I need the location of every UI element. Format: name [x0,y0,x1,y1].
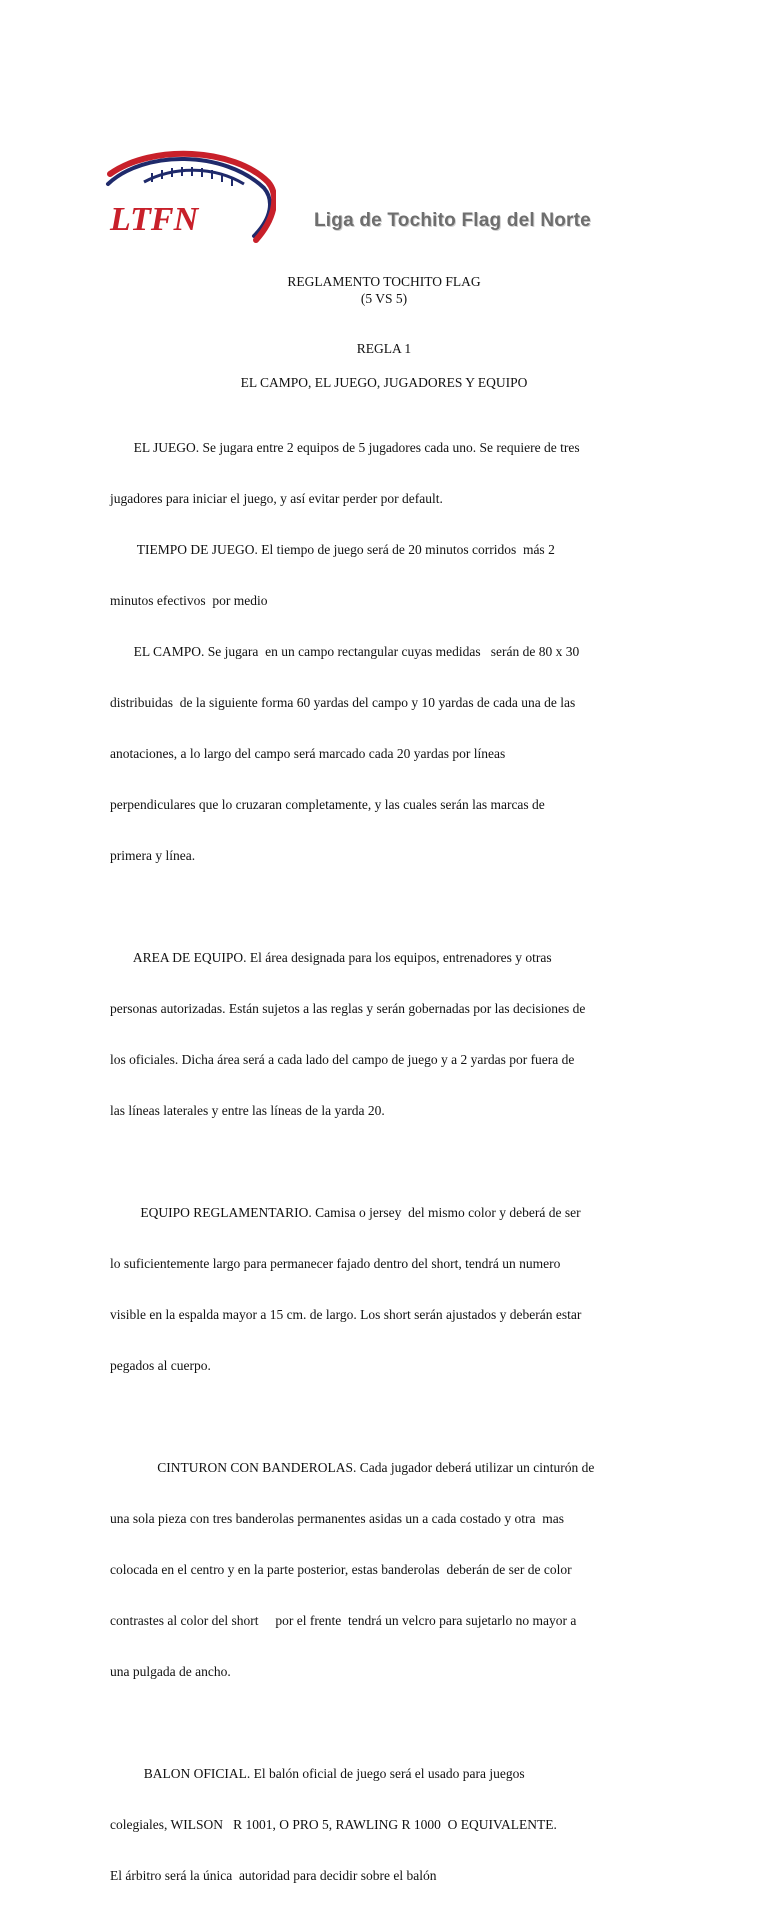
text-line: perpendiculares que lo cruzaran completamente, y las cuales serán las marcas de [110,797,545,812]
text-line: TIEMPO DE JUEGO. El tiempo de juego será de 20 minutos corridos más 2 [110,542,555,557]
text-line: BALON OFICIAL. El balón oficial de juego será el usado para juegos [110,1766,525,1781]
text-line: EL CAMPO. Se jugara en un campo rectangular cuyas medidas serán de 80 x 30 [110,644,580,659]
text-line: anotaciones, a lo largo del campo será marcado cada 20 yardas por líneas [110,746,506,761]
paragraph-equipo-reglamentario [110,1170,670,1408]
logo-tagline: Liga de Tochito Flag del Norte [314,210,591,231]
paragraph-gap [110,1408,670,1425]
logo-letters: LTFN [110,201,199,238]
text-line: primera y línea. [110,848,196,863]
paragraph-area-de-equipo [110,915,670,1153]
document-subtitle: (5 VS 5) [360,291,408,306]
text-line: los oficiales. Dicha área será a cada lado del campo de juego y a 2 yardas por fuera de [110,1052,575,1067]
rule-number: REGLA 1 [356,341,412,356]
text-line: CINTURON CON BANDEROLAS. Cada jugador deberá utilizar un cinturón de [110,1460,595,1475]
rule-heading: EL CAMPO, EL JUEGO, JUGADORES Y EQUIPO [240,375,528,390]
text-line: colocada en el centro y en la parte posterior, estas banderolas deberán de ser de color [110,1562,572,1577]
text-line: personas autorizadas. Están sujetos a las reglas y serán gobernadas por las decisiones de [110,1001,586,1016]
ltfn-logo [104,148,276,248]
text-line: contrastes al color del short por el frente tendrá un velcro para sujetarlo no mayor a [110,1613,577,1628]
paragraph-gap [110,898,670,915]
text-line: El árbitro será la única autoridad para decidir sobre el balón [110,1868,437,1883]
paragraph-gap [110,1714,670,1731]
paragraph-balon-oficial [110,1731,670,1918]
paragraph-cinturon-banderolas [110,1425,670,1714]
text-line: una pulgada de ancho. [110,1664,231,1679]
text-line: colegiales, WILSON R 1001, O PRO 5, RAWLING R 1000 O EQUIVALENTE. [110,1817,557,1832]
text-line: distribuidas de la siguiente forma 60 yardas del campo y 10 yardas de cada una de las [110,695,576,710]
text-line: una sola pieza con tres banderolas permanentes asidas un a cada costado y otra mas [110,1511,564,1526]
text-line: jugadores para iniciar el juego, y así evitar perder por default. [110,491,443,506]
paragraph-gap [110,1153,670,1170]
text-line: EL JUEGO. Se jugara entre 2 equipos de 5 jugadores cada uno. Se requiere de tres [110,440,580,455]
text-line: visible en la espalda mayor a 15 cm. de largo. Los short serán ajustados y deberán estar [110,1307,582,1322]
text-line: las líneas laterales y entre las líneas de la yarda 20. [110,1103,385,1118]
text-line: pegados al cuerpo. [110,1358,211,1373]
text-line: minutos efectivos por medio [110,593,268,608]
text-line: AREA DE EQUIPO. El área designada para los equipos, entrenadores y otras [110,950,552,965]
paragraph-juego-tiempo-campo [110,405,670,898]
rule-body [110,405,670,1918]
text-line: EQUIPO REGLAMENTARIO. Camisa o jersey del mismo color y deberá de ser [110,1205,581,1220]
text-line: lo suficientemente largo para permanecer fajado dentro del short, tendrá un numero [110,1256,561,1271]
document-title: REGLAMENTO TOCHITO FLAG [287,274,481,289]
